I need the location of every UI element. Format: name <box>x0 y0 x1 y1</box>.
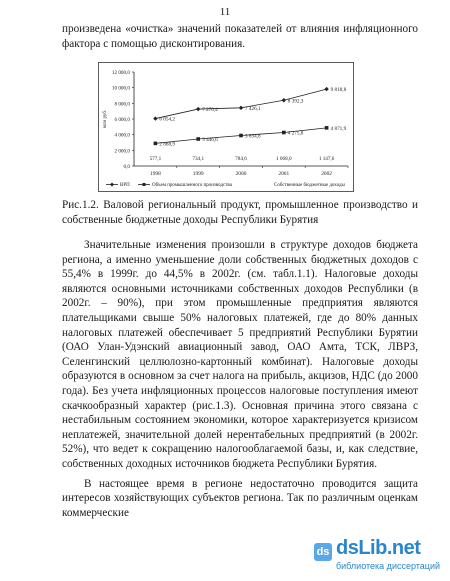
data-label: 1 147,6 <box>318 156 335 162</box>
y-axis-label: млн руб. <box>103 109 108 129</box>
legend-marker <box>143 183 146 186</box>
x-tick-label: 2001 <box>278 171 290 177</box>
data-label: 2 888,9 <box>159 141 175 148</box>
data-label: 7 270,4 <box>202 107 218 114</box>
paragraph: В настоящее время в регионе недостаточно проводится защита интересов хозяйствующих субъектов региона. Так по различным оценкам коммерческие <box>62 477 418 519</box>
data-label: 7 426,1 <box>245 105 261 112</box>
data-point <box>282 131 286 135</box>
body-text <box>62 238 418 520</box>
chart-frame <box>99 63 354 192</box>
y-tick-label: 12 000,0 <box>111 70 130 76</box>
y-tick-label: 2 000,0 <box>114 148 130 155</box>
data-point <box>325 126 329 130</box>
legend-label: ВРП <box>120 183 130 188</box>
watermark[interactable] <box>314 537 441 575</box>
paragraph: Значительные изменения произошли в структуре доходов бюджета региона, а именно уменьшение доли собственных бюджетных доходов с 55,4% в 1999г. до 44,5% в 2002г. (см. табл.1.1). Налоговые доходы являются основными источниками собственных доходов Республики (в 2002г. – 90%), при этом промышленные предприятия являются плательщиками свыше 50% налоговых платежей, где до 80% данных налоговых платежей обеспечивает 5 предприятий Республики Бурятии (ОАО Улан-Удэнский авиационный завод, ОАО Амта, ТСК, ЛВРЗ, Селенгинский целлюлозно-картонный комбинат). Налоговые доходы образуются в основном за счет налога на прибыль, акцизов, НДС (до 2000 года). Без учета инфляционных процессов налоговые поступления имеют скачкообразный характер (рис.1.3). Основная причина этого связана с нестабильным состоянием экономики, которое характеризуется кризисом неплатежей, значительной долей нерентабельных предприятий (в 2002г. 52%), что ведет к сокращению налогооблагаемой базы, и, как следствие, собственных доходных источников бюджета Республики Бурятия. <box>62 239 418 470</box>
page-number: 11 <box>219 6 231 18</box>
intro-paragraph: произведена «очистка» значений показателей от влияния инфляционного фактора с помощью дисконтирования. <box>62 23 418 50</box>
x-tick-label: 2000 <box>235 171 247 177</box>
data-label: 9 818,8 <box>330 87 347 94</box>
data-label: 577,1 <box>149 156 162 162</box>
y-tick-label: 10 000,0 <box>111 85 130 92</box>
y-tick-label: 6 000,0 <box>114 117 130 123</box>
y-tick-label: 4 000,0 <box>114 132 130 139</box>
data-label: 1 068,0 <box>276 156 292 162</box>
data-label: 6 054,2 <box>159 116 175 123</box>
watermark-subtitle: библиотека диссертаций <box>336 561 441 571</box>
y-tick-label: 0,0 <box>123 164 130 170</box>
data-label: 734,1 <box>192 156 205 162</box>
watermark-logo-icon: ds <box>314 543 332 561</box>
y-tick-label: 8 000,0 <box>114 101 130 108</box>
watermark-logo: dsLib.net <box>336 537 421 559</box>
data-point <box>239 134 243 138</box>
legend-label: Собственные бюджетные доходы <box>274 183 345 188</box>
figure-caption: Рис.1.2. Валовой региональный продукт, промышленное производство и собственные бюджетные доходы Республики Бурятия <box>62 199 418 226</box>
data-label: 3 446,6 <box>202 137 218 144</box>
data-point <box>154 142 158 146</box>
data-point <box>196 137 200 141</box>
data-label: 4 275,8 <box>287 130 304 137</box>
x-tick-label: 2002 <box>321 171 332 177</box>
data-label: 3 894,8 <box>245 133 261 140</box>
x-tick-label: 1998 <box>150 171 161 177</box>
data-label: 4 871,9 <box>330 125 347 132</box>
data-label: 8 392,3 <box>287 98 304 105</box>
legend-label: Объем промышленного производства <box>152 183 232 188</box>
data-label: 784,6 <box>235 156 247 162</box>
x-tick-label: 1999 <box>192 171 204 177</box>
chart <box>98 62 354 192</box>
